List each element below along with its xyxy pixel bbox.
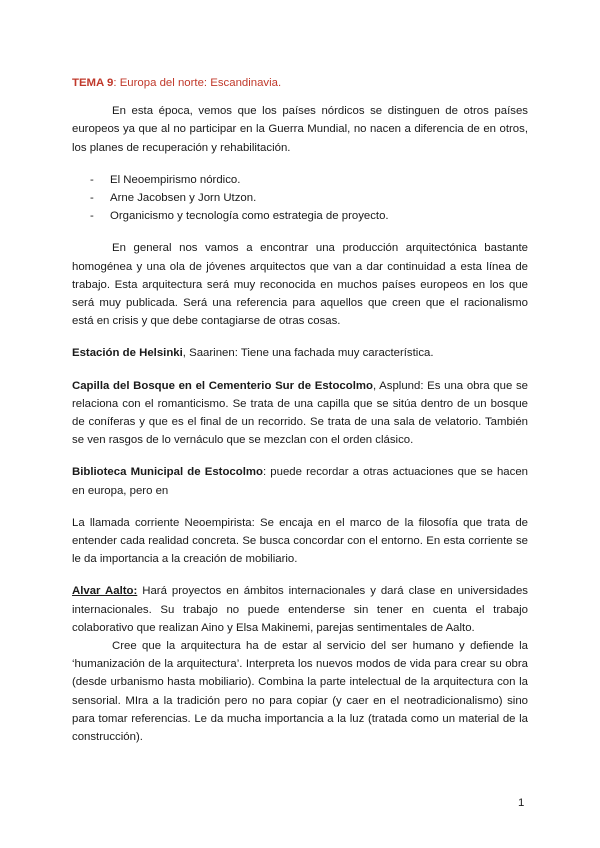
capilla-paragraph bbox=[72, 377, 528, 450]
general-paragraph: En general nos vamos a encontrar una producción arquitectónica bastante homogénea y una ola de jóvenes arquitectos que van a dar continuidad a esta línea de trabajo. Esta arquitectura será muy reconocida en muchos países europeos en los que será muy publicada. Será una referencia para aquellos que creen que el racionalismo está en crisis y que debe contagiarse de otras cosas. bbox=[72, 242, 528, 328]
aalto-heading: Alvar Aalto: bbox=[72, 585, 138, 598]
list-item: - El Neoempirismo nórdico. bbox=[72, 171, 528, 189]
capilla-heading: Capilla del Bosque en el Cementerio Sur de Estocolmo bbox=[72, 379, 373, 392]
aalto-text: Hará proyectos en ámbitos internacionales y dará clase en universidades internacionales. Su trabajo no puede entenderse sin tener en cuenta el trabajo colaborativo que realizan Aino y Elsa Makinemi, parejas sentimentales de Aalto. bbox=[72, 585, 528, 634]
helsinki-heading: Estación de Helsinki bbox=[72, 347, 183, 360]
intro-paragraph: En esta época, vemos que los países nórdicos se distinguen de otros países europeos ya que al no participar en la Guerra Mundial, no nacen a diferencia de en otros, los planes de recuperación y rehabilitación. bbox=[72, 105, 528, 154]
page-number: 1 bbox=[518, 797, 525, 809]
document-body bbox=[72, 74, 528, 746]
capilla-text: , Asplund: Es una obra que se relaciona con el romanticismo. Se trata de una capilla que se sitúa dentro de un bosque de coníferas y que es el final de un recorrido. Se trata de una sala de velatorio. También se ven rasgos de lo vernáculo que se mezclan con el orden clásico. bbox=[72, 379, 529, 447]
list-item: - Arne Jacobsen y Jorn Utzon. bbox=[72, 189, 528, 207]
neoempirista-paragraph: La llamada corriente Neoempirista: Se encaja en el marco de la filosofía que trata de entender cada realidad concreta. Se busca concordar con el entorno. En esta corriente se le da importancia a la creación de mobiliario. bbox=[72, 516, 528, 566]
biblioteca-heading: Biblioteca Municipal de Estocolmo bbox=[72, 466, 263, 479]
aalto-paragraph-2: Cree que la arquitectura ha de estar al servicio del ser humano y defiende la ‘humanización de la arquitectura’. Interpreta los nuevos modos de vida para crear su obra (desde urbanismo hasta mobiliario). Combina la parte intelectual de la arquitectura con la sensorial. MIra a la tradición pero no para copiar (y caer en el neotradicionalismo) sino para tomar referencias. Le da mucha importancia a la luz (tratada como un material de la construcción). bbox=[72, 640, 528, 744]
helsinki-paragraph bbox=[72, 344, 528, 362]
helsinki-text: , Saarinen: Tiene una fachada muy característica. bbox=[182, 347, 434, 360]
aalto-paragraph bbox=[72, 582, 528, 637]
biblioteca-text: : puede recordar a otras actuaciones que se hacen en europa, pero en bbox=[72, 466, 528, 497]
biblioteca-paragraph bbox=[72, 463, 528, 499]
page-title bbox=[72, 74, 528, 92]
list-item: - Organicismo y tecnología como estrategia de proyecto. bbox=[72, 207, 528, 225]
topic-list bbox=[72, 171, 528, 226]
tema-label: TEMA 9 bbox=[72, 77, 114, 89]
title-text: : Europa del norte: Escandinavia. bbox=[113, 77, 282, 89]
